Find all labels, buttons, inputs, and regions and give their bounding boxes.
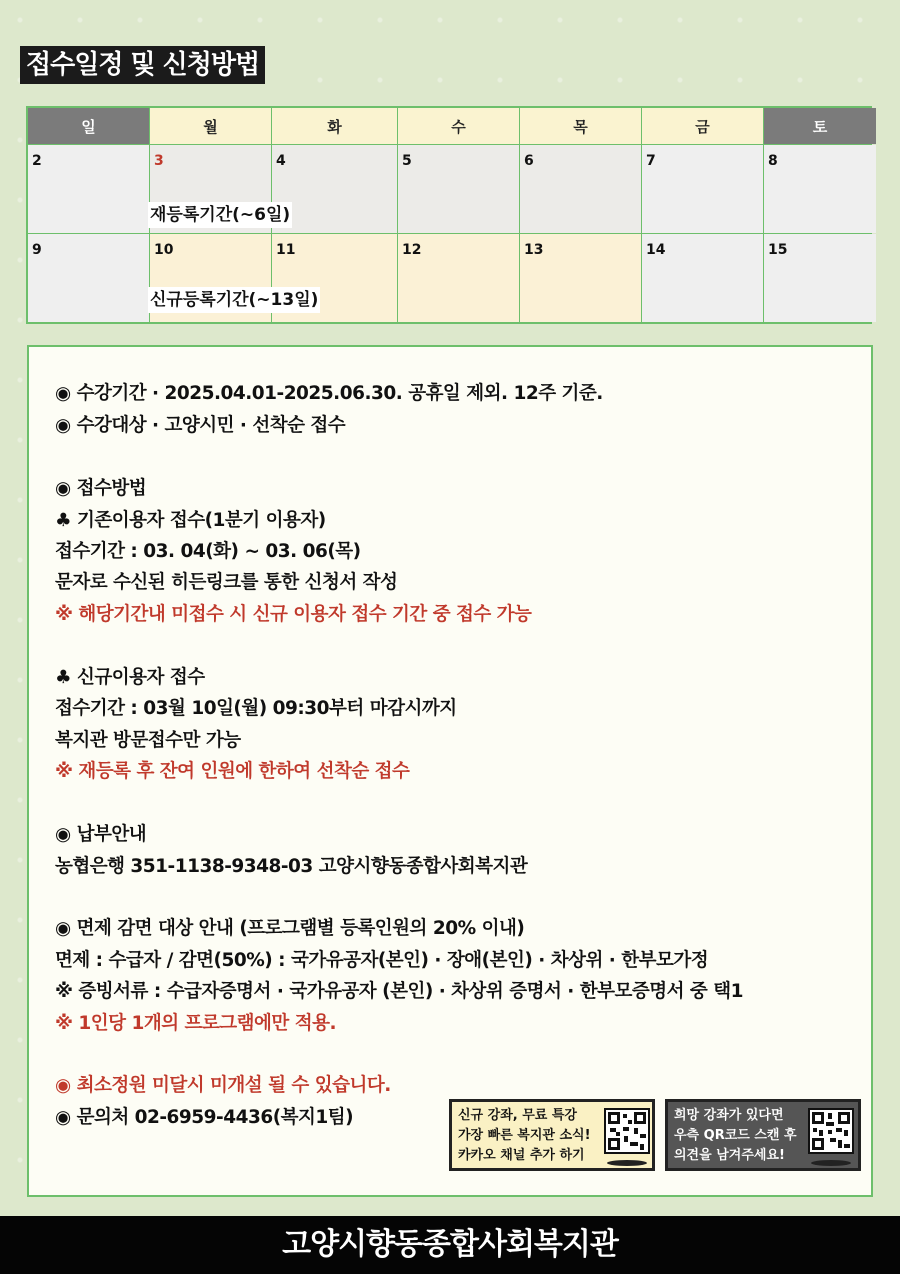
- qr-shadow-mark: [811, 1160, 851, 1166]
- kakao-line-1: 신규 강좌, 무료 특강: [458, 1108, 577, 1123]
- new-user-note: ※ 재등록 후 잔여 인원에 한하여 선착순 접수: [55, 761, 410, 782]
- feedback-line-3: 의견을 남겨주세요!: [674, 1148, 785, 1163]
- discount-heading: ◉ 면제 감면 대상 안내 (프로그램별 등록인원의 20% 이내): [55, 918, 525, 939]
- day-cell: 7: [642, 145, 763, 233]
- existing-user-period: 접수기간 : 03. 04(화) ~ 03. 06(목): [55, 541, 361, 562]
- payment-heading: ◉ 납부안내: [55, 824, 147, 845]
- new-user-period: 접수기간 : 03월 10일(월) 09:30부터 마감시까지: [55, 698, 457, 719]
- bank-account-text: 농협은행 351-1138-9348-03 고양시향동종합사회복지관: [55, 856, 528, 877]
- day-cell: 13: [520, 234, 641, 322]
- re-registration-period-label: 재등록기간(~6일): [148, 202, 292, 228]
- header-wednesday: 수: [398, 108, 519, 144]
- header-friday: 금: [642, 108, 763, 144]
- existing-user-note: ※ 해당기간내 미접수 시 신규 이용자 접수 기간 중 접수 가능: [55, 604, 532, 625]
- new-user-heading: ♣ 신규이용자 접수: [55, 667, 205, 688]
- day-cell: 14: [642, 234, 763, 322]
- discount-targets: 면제 : 수급자 / 감면(50%) : 국가유공자(본인) · 장애(본인) · 차상위 · 한부모가정: [55, 950, 709, 971]
- kakao-line-3: 카카오 채널 추가 하기: [458, 1148, 585, 1163]
- qr-shadow-mark: [607, 1160, 647, 1166]
- day-cell: 5: [398, 145, 519, 233]
- day-cell: 12: [398, 234, 519, 322]
- qr-code-icon[interactable]: [604, 1108, 650, 1154]
- header-tuesday: 화: [272, 108, 397, 144]
- day-cell: 2: [28, 145, 149, 233]
- day-cell: 6: [520, 145, 641, 233]
- course-period-text: ◉ 수강기간 · 2025.04.01-2025.06.30. 공휴일 제외. 12주 기준.: [55, 383, 603, 404]
- day-cell: 15: [764, 234, 876, 322]
- discount-limit-note: ※ 1인당 1개의 프로그램에만 적용.: [55, 1013, 336, 1034]
- qr-code-icon[interactable]: [808, 1108, 854, 1154]
- day-cell: 3: [150, 145, 271, 233]
- kakao-channel-box[interactable]: [449, 1099, 655, 1171]
- required-documents: ※ 증빙서류 : 수급자증명서 · 국가유공자 (본인) · 차상위 증명서 · 한부모증명서 중 택1: [55, 981, 743, 1002]
- day-cell: 8: [764, 145, 876, 233]
- header-sunday: 일: [28, 108, 149, 144]
- feedback-box[interactable]: [665, 1099, 861, 1171]
- day-cell: 10: [150, 234, 271, 322]
- new-user-method: 복지관 방문접수만 가능: [55, 730, 241, 751]
- info-panel: [27, 345, 873, 1197]
- minimum-enrollment-notice: ◉ 최소정원 미달시 미개설 될 수 있습니다.: [55, 1075, 391, 1096]
- existing-user-method: 문자로 수신된 히든링크를 통한 신청서 작성: [55, 572, 398, 593]
- day-cell: 11: [272, 234, 397, 322]
- section-title: 접수일정 및 신청방법: [20, 46, 265, 84]
- new-registration-period-label: 신규등록기간(~13일): [148, 287, 320, 313]
- feedback-line-1: 희망 강좌가 있다면: [674, 1108, 784, 1123]
- footer-organization-name: 고양시향동종합사회복지관: [0, 1216, 900, 1274]
- course-target-text: ◉ 수강대상 · 고양시민 · 선착순 접수: [55, 415, 346, 436]
- feedback-line-2: 우측 QR코드 스캔 후: [674, 1128, 797, 1143]
- day-cell: 4: [272, 145, 397, 233]
- kakao-line-2: 가장 빠른 복지관 소식!: [458, 1128, 591, 1143]
- header-monday: 월: [150, 108, 271, 144]
- existing-user-heading: ♣ 기존이용자 접수(1분기 이용자): [55, 510, 326, 531]
- contact-info: ◉ 문의처 02-6959-4436(복지1팀): [55, 1107, 354, 1128]
- header-thursday: 목: [520, 108, 641, 144]
- day-cell: 9: [28, 234, 149, 322]
- header-saturday: 토: [764, 108, 876, 144]
- registration-method-heading: ◉ 접수방법: [55, 478, 147, 499]
